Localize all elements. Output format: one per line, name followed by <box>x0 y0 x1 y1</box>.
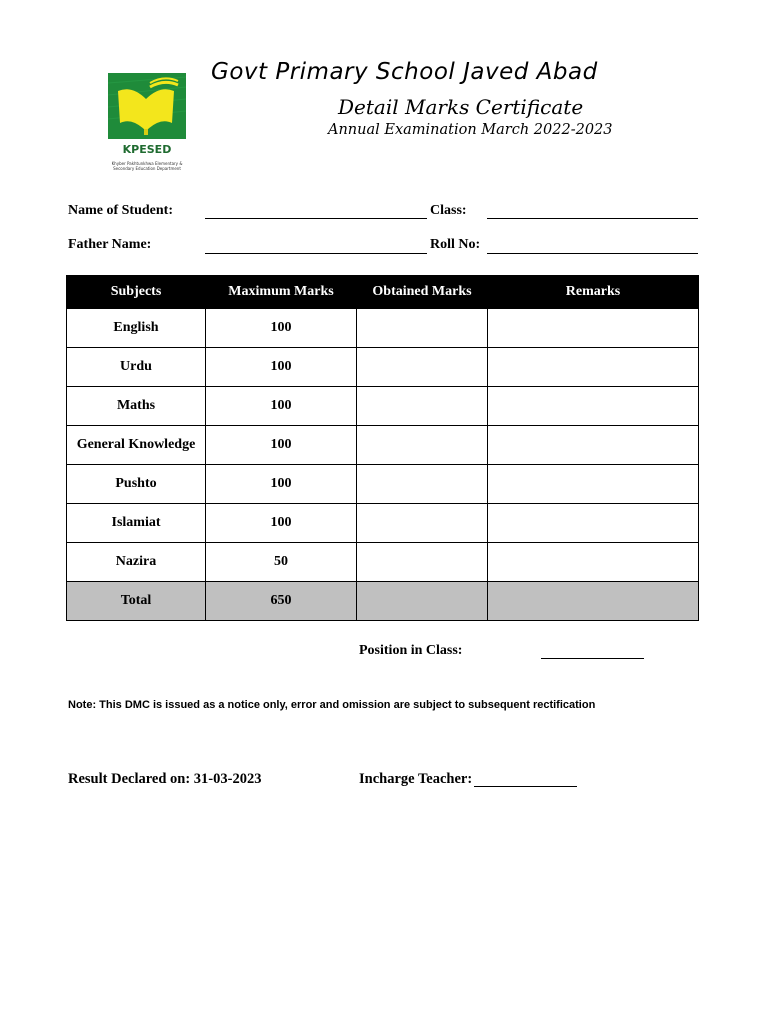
subject-cell: Islamiat <box>67 504 206 543</box>
open-book-icon <box>108 73 186 161</box>
remarks-cell[interactable] <box>488 465 699 504</box>
position-label: Position in Class: <box>359 643 463 658</box>
incharge-teacher-signature-field[interactable] <box>474 786 577 787</box>
table-row <box>67 504 699 543</box>
school-name: Govt Primary School Javed Abad <box>211 59 598 85</box>
max-marks-cell: 100 <box>206 426 357 465</box>
total-max-marks: 650 <box>206 582 357 621</box>
remarks-cell[interactable] <box>488 387 699 426</box>
total-label: Total <box>67 582 206 621</box>
header-remarks: Remarks <box>488 276 699 309</box>
incharge-teacher-label: Incharge Teacher: <box>359 771 473 787</box>
subject-cell: English <box>67 309 206 348</box>
table-header-row <box>67 276 699 309</box>
max-marks-cell: 100 <box>206 348 357 387</box>
max-marks-cell: 100 <box>206 504 357 543</box>
logo-department-text: Khyber Pakhtunkhwa Elementary & Secondary Education Department <box>111 161 183 171</box>
obtained-marks-cell[interactable] <box>357 465 488 504</box>
father-name-field[interactable] <box>205 253 427 254</box>
exam-title: Annual Examination March 2022-2023 <box>328 122 613 138</box>
marks-table <box>66 275 699 621</box>
remarks-cell[interactable] <box>488 309 699 348</box>
table-row <box>67 387 699 426</box>
obtained-marks-cell[interactable] <box>357 348 488 387</box>
header-subjects: Subjects <box>67 276 206 309</box>
kpesed-logo <box>108 73 186 173</box>
student-name-label: Name of Student: <box>68 203 173 218</box>
result-declared: Result Declared on: 31-03-2023 <box>68 771 262 787</box>
father-name-label: Father Name: <box>68 237 152 252</box>
table-row <box>67 309 699 348</box>
table-row <box>67 465 699 504</box>
obtained-marks-cell[interactable] <box>357 426 488 465</box>
max-marks-cell: 100 <box>206 465 357 504</box>
class-label: Class: <box>430 203 467 218</box>
header-obtained-marks: Obtained Marks <box>357 276 488 309</box>
total-obtained-marks[interactable] <box>357 582 488 621</box>
obtained-marks-cell[interactable] <box>357 543 488 582</box>
roll-no-label: Roll No: <box>430 237 481 252</box>
remarks-cell[interactable] <box>488 504 699 543</box>
obtained-marks-cell[interactable] <box>357 387 488 426</box>
table-row <box>67 426 699 465</box>
max-marks-cell: 100 <box>206 309 357 348</box>
table-row <box>67 543 699 582</box>
obtained-marks-cell[interactable] <box>357 504 488 543</box>
table-row <box>67 348 699 387</box>
total-row <box>67 582 699 621</box>
subject-cell: Maths <box>67 387 206 426</box>
header-maximum-marks: Maximum Marks <box>206 276 357 309</box>
position-field[interactable] <box>541 658 644 659</box>
subject-cell: Pushto <box>67 465 206 504</box>
obtained-marks-cell[interactable] <box>357 309 488 348</box>
student-name-field[interactable] <box>205 218 427 219</box>
max-marks-cell: 100 <box>206 387 357 426</box>
subject-cell: General Knowledge <box>67 426 206 465</box>
subject-cell: Nazira <box>67 543 206 582</box>
certificate-title: Detail Marks Certificate <box>338 95 584 119</box>
class-field[interactable] <box>487 218 698 219</box>
remarks-cell[interactable] <box>488 426 699 465</box>
remarks-cell[interactable] <box>488 543 699 582</box>
remarks-cell[interactable] <box>488 348 699 387</box>
logo-brand-text: KPESED <box>122 143 172 156</box>
note-text: Note: This DMC is issued as a notice only, error and omission are subject to subsequent rectification <box>68 699 596 711</box>
subject-cell: Urdu <box>67 348 206 387</box>
roll-no-field[interactable] <box>487 253 698 254</box>
total-remarks[interactable] <box>488 582 699 621</box>
max-marks-cell: 50 <box>206 543 357 582</box>
